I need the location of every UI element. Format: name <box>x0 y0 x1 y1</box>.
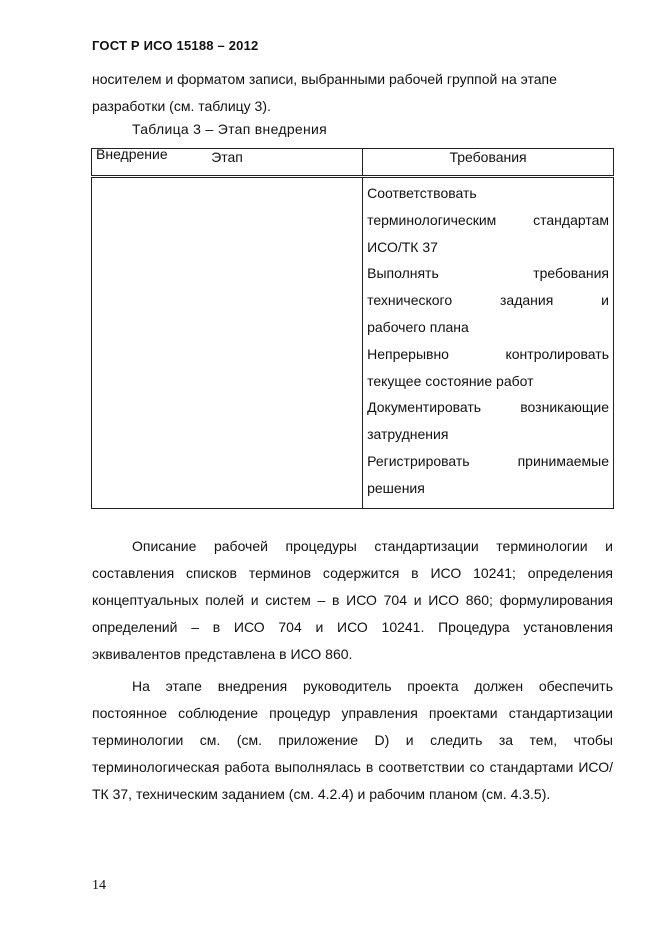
requirement-line: текущее состояние работ <box>367 372 534 389</box>
stage-table <box>91 148 614 509</box>
requirement-line: ИСО/ТК 37 <box>367 238 438 255</box>
header-requirements: Требования <box>363 149 614 177</box>
intro-text <box>92 66 613 120</box>
requirements-cell <box>363 177 614 509</box>
requirement-line: Непрерывно контролировать <box>367 345 609 362</box>
requirement-line: технического задания и <box>367 292 609 309</box>
requirement-line: Регистрировать принимаемые <box>367 452 609 469</box>
paragraph: На этапе внедрения руководитель проекта должен обеспечить постоянное соблюдение процедур управления проектами стандартизации терминологии см. (см. приложение D) и следить за тем, чтобы терминологическая работа выполнялась в соответствии со стандартами ИСО/ТК 37, техническим заданием (см. 4.2.4) и рабочим планом (см. 4.3.5). <box>92 678 613 802</box>
paragraph: Описание рабочей процедуры стандартизации терминологии и составления списков терминов содержится в ИСО 10241; определения концептуальных полей и систем – в ИСО 704 и ИСО 860; формулирования определений – в ИСО 704 и ИСО 10241. Процедура установления эквивалентов представлена в ИСО 860. <box>92 538 613 662</box>
requirement-line: затруднения <box>367 426 449 443</box>
stage-name: Внедрение <box>96 146 168 162</box>
requirement-line: Документировать возникающие <box>367 399 609 416</box>
intro-line: разработки (см. таблицу 3). <box>92 98 271 114</box>
intro-line: носителем и форматом записи, выбранными рабочей группой на этапе <box>92 71 557 87</box>
requirement-line: Соответствовать <box>367 185 477 201</box>
table-caption: Таблица 3 – Этап внедрения <box>132 121 328 137</box>
body-text <box>92 533 613 813</box>
table-row <box>92 177 614 509</box>
requirement-line: решения <box>367 479 425 496</box>
page-number: 14 <box>92 878 106 893</box>
requirement-line: Выполнять требования <box>367 265 609 282</box>
header-stage: Этап <box>92 149 363 177</box>
requirement-line: рабочего плана <box>367 318 469 335</box>
requirement-line: терминологическим стандартам <box>367 211 609 228</box>
document-header: ГОСТ Р ИСО 15188 – 2012 <box>92 38 259 53</box>
